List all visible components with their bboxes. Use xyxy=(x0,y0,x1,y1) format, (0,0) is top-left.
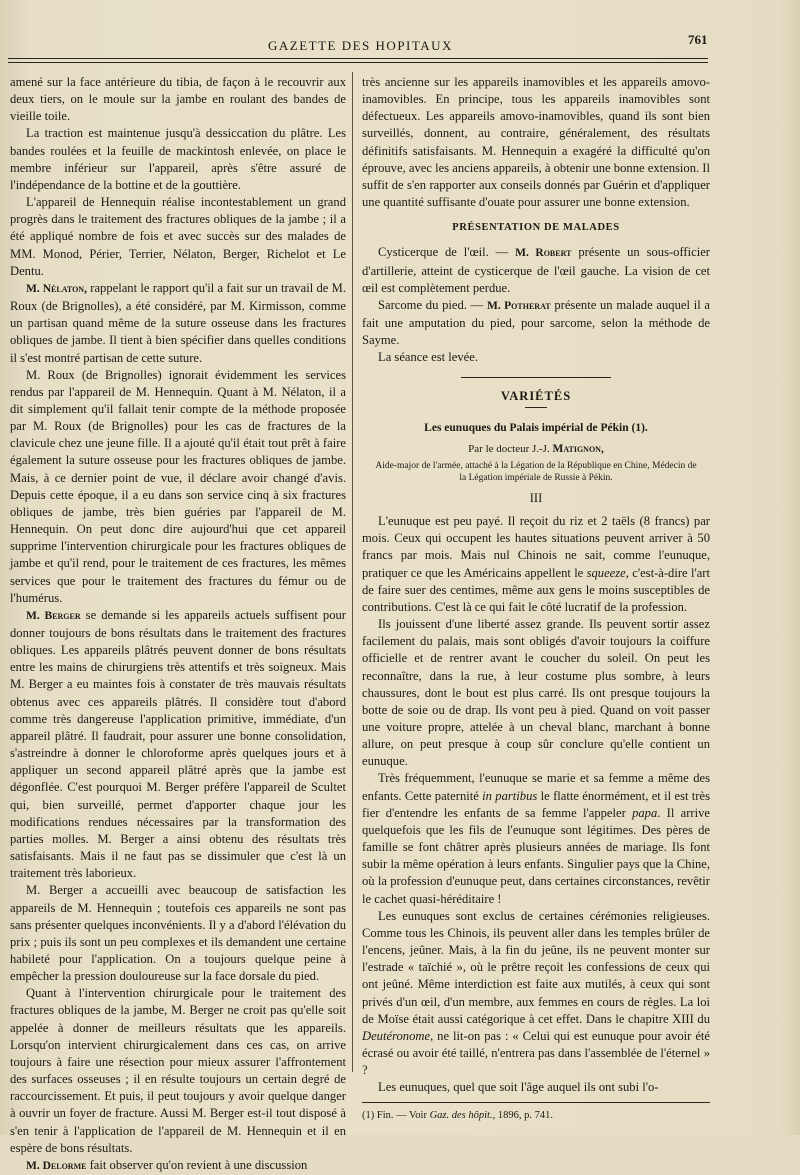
italic-term: Deutéronome xyxy=(362,1028,431,1043)
paragraph xyxy=(10,1157,346,1175)
paragraph xyxy=(362,908,710,1080)
italic-term: papa xyxy=(632,805,658,820)
dash: — xyxy=(488,245,516,260)
case-paragraph xyxy=(362,244,710,296)
column-divider xyxy=(352,72,353,1072)
paragraph xyxy=(362,513,710,616)
case-title: Sarcome du pied. xyxy=(378,297,467,312)
paragraph xyxy=(10,280,346,367)
paragraph-text: fait observer qu'on revient à une discussion xyxy=(86,1157,308,1172)
italic-term: in partibus xyxy=(482,788,538,803)
author-affiliation: Aide-major de l'armée, attaché à la Légation de la République en Chine, Médecin de la Légation impériale de Russie à Pékin. xyxy=(375,460,697,483)
paragraph-text: se demande si les appareils actuels suffisent pour donner toujours de bons résultats dans le traitement des fractures obliques. Les appareils plâtrés peuvent donner de bons résultats entre les mains de chirurgiens très attentifs et très soigneux. Mais M. Berger a eu maintes fois à constater de très mauvais résultats obtenus avec ces appareils plâtrés. Il considère tout d'abord comme très dangereuse l'application primitive, immédiate, d'un appareil plâtré. Il faudrait, pour assurer une bonne consolidation, s'astreindre à donner le chloroforme après quelques jours et à appliquer un second appareil plâtré après que la jambe est dégonflée. C'est pourquoi M. Berger préfère l'appareil de Scultet qui, bien surveillé, permet d'apporter chaque jour les modifications rendues nécessaires par la transformation des parties molles. M. Berger a ainsi obtenu des résultats très satisfaisants. Mais il ne faut pas se dissimuler que c'est là un traitement très laborieux. xyxy=(10,607,346,881)
speaker-name: M. Nélaton, xyxy=(26,282,87,295)
left-column xyxy=(10,74,346,1175)
section-heading-presentation: PRÉSENTATION DE MALADES xyxy=(452,222,620,234)
paragraph: M. Berger a accueilli avec beaucoup de satisfaction les appareils de M. Hennequin ; toutefois ces appareils ne sont pas sans présenter quelques inconvénients. Il y a d'abord l'élévation du prix ; puis ils sont un peu complexes et ils demandent une certaine habileté pour l'application. On a toujours quelque peine à empêcher la pression douloureuse sur la face dorsale du pied. xyxy=(10,883,346,984)
paragraph: très ancienne sur les appareils inamovibles et les appareils amovo-inamovibles. En principe, tous les appareils inamovibles sont défectueux. Les appareils amovo-inamovibles, quand ils sont bien surveillés, donnent, au contraire, généralement, des résultats définitifs satisfaisants. M. Hennequin a exagéré la difficulté qu'on éprouve, avec les anciens appareils, à obtenir une bonne extension. Il suffit de s'en rapporter aux conseils donnés par Guérin et d'appliquer une quantité suffisante d'ouate pour assurer une bonne extension. xyxy=(362,75,710,210)
paragraph: Les eunuques, quel que soit l'âge auquel ils ont subi l'o- xyxy=(378,1080,659,1095)
footnote-rule xyxy=(362,1102,710,1103)
title-underline xyxy=(525,407,547,408)
header-rule xyxy=(8,58,708,59)
section-separator xyxy=(461,377,611,378)
footnote-text: , 1896, p. 741. xyxy=(492,1110,553,1122)
speaker-name: M. Robert xyxy=(515,247,572,260)
paragraph-text: , ne lit-on pas : « Celui qui est eunuque pour avoir été écrasé ou avoir été taillé, n'entrera pas dans l'assemblée de l'éternel » ? xyxy=(362,1028,710,1078)
section-heading-varietes: VARIÉTÉS xyxy=(500,388,572,403)
paragraph: L'appareil de Hennequin réalise incontestablement un grand progrès dans le traitement des fractures obliques de la jambe ; il a été appliqué nombre de fois et avec succès sur des malades de MM. Monod, Périer, Terrier, Nélaton, Berger, Richelot et Le Dentu. xyxy=(10,195,346,278)
journal-title: GAZETTE DES HOPITAUX xyxy=(268,38,453,53)
footnote-text: (1) Fin. — Voir xyxy=(362,1110,430,1122)
paragraph: amené sur la face antérieure du tibia, de façon à le recouvrir aux deux tiers, on le moule sur la jambe en roulant des bandes de vieille toile. xyxy=(10,75,346,124)
footnote-citation: Gaz. des hôpit. xyxy=(429,1110,493,1122)
paragraph-text: présente un malade auquel il a fait une amputation du pied, pour sarcome, selon la méthode de Sayme. xyxy=(362,297,711,348)
paragraph: La traction est maintenue jusqu'à dessiccation du plâtre. Les bandes roulées et la feuille de mackintosh enlevée, on place le membre inférieur sur l'appareil, après s'être assuré de l'indépendance de la bottine et de la gouttière. xyxy=(10,126,346,192)
speaker-name: M. Berger xyxy=(26,609,81,622)
case-title: Cysticerque de l'œil. xyxy=(378,245,489,260)
paragraph: Ils jouissent d'une liberté assez grande. Ils peuvent sortir assez facilement du palais, mais sont obligés d'avoir toujours la coiffure officielle et de rentrer avant le coucher du soleil. On peut les reconnaître, dans la rue, à leur costume plus sombre, à leurs chaussures, dont le bout est plus carré. Ils ont presque toujours la botte de soie ou de drap. Ils vont peu à pied. Quand on voit passer une voiture propre, attelée à un cheval blanc, marchant à bonne allure, on peut presque à coup sûr conclure qu'elle contient un eunuque. xyxy=(362,617,710,769)
paragraph-text: . Il arrive quelquefois que les fils de l'eunuque sont légitimes. Des pères de famille se font châtrer après plusieurs années de mariage. Ils font subir la même opération à leurs enfants. Singulier pays que la Chine, où la profession d'eunuque peut, dans certaines circonstances, revêtir le cachet quasi-héréditaire ! xyxy=(362,805,710,906)
part-number: III xyxy=(529,490,543,505)
footnote xyxy=(362,1107,710,1124)
author-prefix: Par le docteur J.-J. xyxy=(468,442,553,455)
speaker-name: M. Delorme xyxy=(26,1159,87,1172)
paragraph-text: Les eunuques sont exclus de certaines cérémonies religieuses. Comme tous les Chinois, ils peuvent aller dans les temples brûler de l'encens, jeûner. Mais, à la fin du jeûne, ils ne peuvent monter sur l'estrade « taïchié », où le prêtre reçoit les confessions de ceux qui ont jeûné. Même interdiction est faite aux mutilés, à ceux qui sont privés d'un œil, d'un membre, aux femmes en cours de règles. La loi de Moïse était aussi catégorique à cet effet. Dans le chapitre XIII du xyxy=(362,908,710,1026)
dash: — xyxy=(466,297,487,312)
page-number: 761 xyxy=(688,32,708,47)
paragraph-text: , c'est-à-dire l'art de faire suer des centimes, même aux gens le moins susceptibles de contributions. C'est là ce qui fait le côté lucratif de la profession. xyxy=(362,565,710,614)
speaker-name: M. Potherat xyxy=(486,299,551,312)
running-head xyxy=(0,32,800,58)
italic-term: squeeze xyxy=(586,565,626,580)
paragraph-text: Très fréquemment, l'eunuque se marie et sa femme a même des enfants. Cette paternité xyxy=(362,771,710,803)
paragraph: Quant à l'intervention chirurgicale pour le traitement des fractures obliques de la jambe, M. Berger ne croit pas qu'elle soit appelée à donner de meilleurs résultats que les appareils. Lorsqu'on intervient chirurgicalement dans ces cas, on arrive toujours à faire une résection pour mieux assurer l'affrontement des surfaces osseuses ; il en résulte toujours un certain degré de raccourcissement. Et puis, il peut toujours y avoir quelque danger à ouvrir un foyer de fracture. Aussi M. Berger est-il tout disposé à s'en tenir à l'application de l'appareil de M. Hennequin et il en espère de bons résultats. xyxy=(10,986,346,1155)
paragraph: M. Roux (de Brignolles) ignorait évidemment les services rendus par l'appareil de M. Hennequin. Quant à M. Nélaton, il a dit simplement qu'il fallait tenir compte de la méthode proposée par M. Roux (de Brignolles) pour les cas de fractures de la clavicule chez une jeune fille. Il a ajouté qu'il était tout prêt à faire également la suture osseuse pour les fractures obliques de jambe. Mais, à ce dernier point de vue, il déclare avoir changé d'avis. Depuis cette époque, il a eu dans son service cinq à six fractures obliques de jambe, très bien guéries par l'appareil de M. Hennequin. On peut donc dire aujourd'hui que cet appareil supprime l'intervention chirurgicale pour les fractures obliques de jambe et qu'il rend, pour le traitement de ces fractures, les mêmes services que pour le traitement des fractures du fémur ou de l'humérus. xyxy=(10,367,346,605)
author-line xyxy=(362,441,710,458)
case-paragraph xyxy=(362,297,710,349)
paragraph-text: L'eunuque est peu payé. Il reçoit du riz et 2 taëls (8 francs) par mois. Ceux qui occupent les hautes situations peuvent arriver à 50 francs par mois. Mais nul Chinois ne sait, comme l'eunuque, pratiquer ce que les Américains appellent le xyxy=(362,514,710,580)
paragraph-text: rappelant le rapport qu'il a fait sur un travail de M. Roux (de Brignolles), a été considéré, par M. Kirmisson, comme un partisan quand même de la suture osseuse dans les fractures obliques de jambe. Il tient à bien spécifier dans quelles conditions il s'est montré partisan de cette suture. xyxy=(10,280,346,365)
author-name: Matignon, xyxy=(552,442,604,455)
closing-line: La séance est levée. xyxy=(378,350,478,365)
paragraph xyxy=(362,770,710,907)
header-rule-thin xyxy=(8,62,708,63)
right-column xyxy=(362,74,710,1125)
article-title: Les eunuques du Palais impérial de Pékin (1). xyxy=(424,421,648,434)
paragraph-text: présente un sous-officier d'artillerie, atteint de cysticerque de l'œil gauche. La vision de cet œil est complètement perdue. xyxy=(362,245,710,295)
paragraph-text: le flatte énormément, et il est très fier d'entendre les enfants de sa femme l'appeler xyxy=(362,788,710,820)
paragraph xyxy=(10,607,346,883)
